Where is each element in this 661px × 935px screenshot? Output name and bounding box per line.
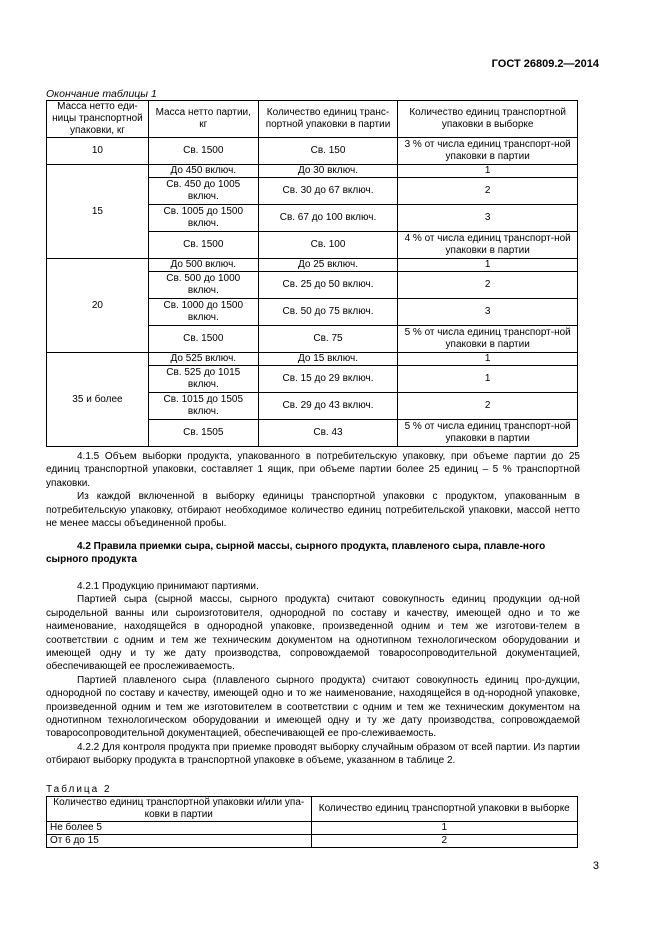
sample-cell: 1 xyxy=(398,366,578,393)
group-mass-cell: 20 xyxy=(47,259,149,353)
table-row xyxy=(47,138,578,165)
table-row xyxy=(47,835,578,848)
units-cell: Св. 75 xyxy=(258,326,398,353)
paragraph: Из каждой включенной в выборку единицы транспортной упаковки с продуктом, упакованным в потребительскую упаковку, отбирают необходимое количество единиц потребительской упаковки, массой нетто не менее массы объединенной пробы. xyxy=(46,491,580,530)
units-cell: До 15 включ. xyxy=(258,353,398,366)
units-cell: Св. 150 xyxy=(258,138,398,165)
sample-cell: 3 % от числа единиц транспорт-ной упаковки в партии xyxy=(398,138,578,165)
sample-cell: 1 xyxy=(311,822,578,835)
table2-col-header: Количество единиц транспортной упаковки в выборке xyxy=(311,797,578,822)
group-mass-cell: 10 xyxy=(47,138,149,165)
sample-cell: 2 xyxy=(398,178,578,205)
table2-col-header: Количество единиц транспортной упаковки и/или упа-ковки в партии xyxy=(47,797,312,822)
party-mass-cell: Св. 500 до 1000 включ. xyxy=(148,272,258,299)
party-mass-cell: Св. 1000 до 1500 включ. xyxy=(148,299,258,326)
table2-header-row xyxy=(47,797,578,822)
party-mass-cell: Св. 1005 до 1500 включ. xyxy=(148,205,258,232)
party-mass-cell: Св. 1500 xyxy=(148,232,258,259)
sample-cell: 2 xyxy=(398,272,578,299)
party-mass-cell: Св. 1500 xyxy=(148,326,258,353)
units-cell: Св. 25 до 50 включ. xyxy=(258,272,398,299)
table1-header-row xyxy=(47,101,578,138)
section-415 xyxy=(46,450,580,530)
sample-cell: 5 % от числа единиц транспорт-ной упаковки в партии xyxy=(398,420,578,447)
units-cell: Св. 15 до 29 включ. xyxy=(258,366,398,393)
sample-cell: 1 xyxy=(398,165,578,178)
page-number: 3 xyxy=(592,860,599,872)
sample-cell: 1 xyxy=(398,353,578,366)
sample-cell: 5 % от числа единиц транспорт-ной упаковки в партии xyxy=(398,326,578,353)
sample-cell: 1 xyxy=(398,259,578,272)
table1-col-header: Масса нетто еди-ницы транспортной упаковки, кг xyxy=(47,101,149,138)
sample-cell: 3 xyxy=(398,205,578,232)
sample-cell: 3 xyxy=(398,299,578,326)
document-header: ГОСТ 26809.2—2014 xyxy=(491,58,599,70)
table1-col-header: Количество единиц транс-портной упаковки в партии xyxy=(258,101,398,138)
paragraph: Партией сыра (сырной массы, сырного продукта) считают совокупность единиц продукции од-ной сыродельной ванны или сыроизготовителя, однородной по составу и качеству, имеющей одно и то же наименование, находящейся в однородной упаковке, произведенной одним и тем же изготови-телем в соответствии с одним и тем же техническим документом на однотипном технологическом оборудовании и имеющей одну и ту же дату производства, сопровождаемой товаросопроводительной документацией, обеспечивающей ее прослеживаемость. xyxy=(46,594,580,673)
sample-cell: 4 % от числа единиц транспорт-ной упаковки в партии xyxy=(398,232,578,259)
party-mass-cell: Св. 1500 xyxy=(148,138,258,165)
units-cell: До 30 включ. xyxy=(258,165,398,178)
units-cell: Св. 30 до 67 включ. xyxy=(258,178,398,205)
units-cell: До 25 включ. xyxy=(258,259,398,272)
units-cell: Св. 67 до 100 включ. xyxy=(258,205,398,232)
paragraph: 4.1.5 Объем выборки продукта, упакованного в потребительскую упаковку, при объеме партии до 25 единиц транспортной упаковки, составляет 1 ящик, при объеме партии более 25 единиц – 5 % транспортной упаковки. xyxy=(46,451,580,489)
party-mass-cell: Св. 450 до 1005 включ. xyxy=(148,178,258,205)
table2 xyxy=(46,796,578,848)
units-cell: Св. 50 до 75 включ. xyxy=(258,299,398,326)
party-cell: От 6 до 15 xyxy=(47,835,312,848)
table2-caption: Таблица 2 xyxy=(46,784,112,795)
sample-cell: 2 xyxy=(311,835,578,848)
party-mass-cell: До 500 включ. xyxy=(148,259,258,272)
table1 xyxy=(46,100,578,447)
paragraph: 4.2.1 Продукцию принимают партиями. xyxy=(77,581,259,592)
party-mass-cell: Св. 1505 xyxy=(148,420,258,447)
table-row xyxy=(47,822,578,835)
table1-col-header: Количество единиц транспортной упаковки в выборке xyxy=(398,101,578,138)
table-row xyxy=(47,165,578,178)
party-mass-cell: Св. 1015 до 1505 включ. xyxy=(148,393,258,420)
party-mass-cell: До 525 включ. xyxy=(148,353,258,366)
group-mass-cell: 35 и более xyxy=(47,353,149,447)
paragraph: Партией плавленого сыра (плавленого сырного продукта) считают совокупность единиц про-дукции, однородной по составу и качеству, имеющей одно и то же наименование, находящейся в од-нородной упаковке, произведенной одним и тем же изготовителем в соответствии с одним и тем же техническим документом на однотипном технологическом оборудовании и имеющей одну и ту же дату производства, сопровождаемой товаросопроводительной документацией, обеспечивающей ее про-слеживаемость. xyxy=(46,674,580,740)
section-heading: 4.2 Правила приемки сыра, сырной массы, сырного продукта, плавленого сыра, плавле-ного сырного продукта xyxy=(46,541,546,566)
units-cell: Св. 43 xyxy=(258,420,398,447)
table1-col-header: Масса нетто партии, кг xyxy=(148,101,258,138)
table1-caption: Окончание таблицы 1 xyxy=(46,88,157,100)
sample-cell: 2 xyxy=(398,393,578,420)
group-mass-cell: 15 xyxy=(47,165,149,259)
units-cell: Св. 100 xyxy=(258,232,398,259)
units-cell: Св. 29 до 43 включ. xyxy=(258,393,398,420)
paragraph: 4.2.2 Для контроля продукта при приемке проводят выборку случайным образом от всей партии. Из партии отбирают выборку продукта в транспортной упаковке в объеме, указанном в таблице 2. xyxy=(46,741,580,767)
party-mass-cell: Св. 525 до 1015 включ. xyxy=(148,366,258,393)
party-cell: Не более 5 xyxy=(47,822,312,835)
party-mass-cell: До 450 включ. xyxy=(148,165,258,178)
table-row xyxy=(47,353,578,366)
table-row xyxy=(47,259,578,272)
section-42 xyxy=(46,580,580,768)
